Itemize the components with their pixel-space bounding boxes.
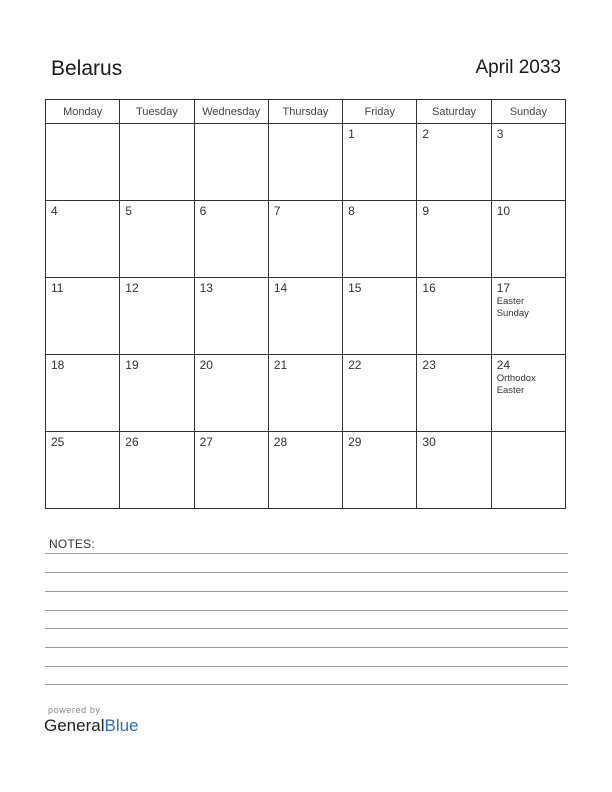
day-number: 14 [273, 281, 288, 295]
notes-line [45, 647, 568, 648]
day-cell [491, 432, 565, 509]
weekday-header: Monday [46, 100, 120, 124]
day-cell [46, 124, 120, 201]
day-number: 18 [51, 358, 65, 372]
day-cell [491, 201, 565, 278]
day-cell [46, 278, 120, 355]
day-cell [194, 124, 268, 201]
day-cell [46, 432, 120, 509]
holiday-label: Orthodox Easter [496, 373, 536, 396]
day-cell [343, 432, 417, 509]
day-number: 24 [496, 358, 511, 372]
notes-line [45, 666, 568, 667]
day-number: 5 [125, 204, 132, 218]
notes-line [45, 628, 568, 629]
day-number: 20 [199, 358, 213, 372]
day-cell [268, 432, 342, 509]
day-cell [268, 278, 342, 355]
notes-line [45, 572, 568, 573]
notes-line [45, 610, 568, 611]
day-number [195, 124, 268, 127]
day-cell [343, 201, 417, 278]
day-cell [417, 201, 491, 278]
day-cell [343, 278, 417, 355]
day-number [269, 124, 342, 127]
day-cell [491, 355, 565, 432]
day-cell [491, 124, 565, 201]
day-number: 30 [422, 435, 436, 449]
notes-label: NOTES: [49, 537, 95, 551]
day-cell [194, 201, 268, 278]
brand-blue: Blue [104, 716, 139, 735]
week-row [46, 201, 566, 278]
day-number: 17 [496, 281, 511, 295]
day-cell [46, 355, 120, 432]
day-cell [46, 201, 120, 278]
day-number: 6 [199, 204, 207, 218]
day-number: 28 [273, 435, 288, 449]
weekday-header: Sunday [491, 100, 565, 124]
notes-line [45, 553, 568, 554]
day-number: 25 [51, 435, 65, 449]
day-cell [120, 124, 194, 201]
notes-line [45, 591, 568, 592]
day-number: 1 [348, 127, 355, 141]
powered-by-text: powered by [48, 705, 101, 715]
country-title: Belarus [51, 57, 123, 80]
day-cell [268, 124, 342, 201]
weekday-header: Wednesday [194, 100, 268, 124]
day-cell [343, 124, 417, 201]
day-cell [120, 432, 194, 509]
day-number: 11 [51, 281, 64, 295]
day-cell [120, 355, 194, 432]
week-row [46, 124, 566, 201]
day-number: 3 [496, 127, 504, 141]
day-number: 4 [51, 204, 58, 218]
generalblue-logo [44, 716, 139, 736]
day-cell [268, 201, 342, 278]
day-cell [120, 201, 194, 278]
day-number: 15 [348, 281, 362, 295]
day-cell [120, 278, 194, 355]
day-number: 19 [125, 358, 139, 372]
weekday-header: Friday [343, 100, 417, 124]
day-number: 8 [348, 204, 355, 218]
weekday-header-row [46, 100, 566, 124]
holiday-label: Easter Sunday [496, 296, 529, 319]
day-cell [417, 355, 491, 432]
day-number: 2 [422, 127, 430, 141]
weekday-header: Saturday [417, 100, 491, 124]
day-cell [417, 278, 491, 355]
week-row [46, 355, 566, 432]
week-row [46, 278, 566, 355]
day-number: 21 [273, 358, 288, 372]
notes-line [45, 684, 568, 685]
calendar-grid [45, 99, 566, 509]
day-number [46, 124, 119, 127]
day-cell [194, 355, 268, 432]
month-year-title: April 2033 [475, 57, 561, 78]
day-number [120, 124, 193, 127]
day-number: 9 [422, 204, 430, 218]
day-number: 7 [273, 204, 281, 218]
day-cell [268, 355, 342, 432]
day-number: 10 [496, 204, 511, 218]
day-number: 23 [422, 358, 436, 372]
weekday-header: Thursday [268, 100, 342, 124]
brand-general: General [44, 716, 105, 735]
weekday-header: Tuesday [120, 100, 194, 124]
day-number: 27 [199, 435, 213, 449]
day-cell [417, 124, 491, 201]
day-number: 26 [125, 435, 139, 449]
day-number: 12 [125, 281, 139, 295]
day-number [492, 432, 565, 435]
day-cell [343, 355, 417, 432]
week-row [46, 432, 566, 509]
day-number: 13 [199, 281, 213, 295]
day-number: 16 [422, 281, 436, 295]
day-cell [194, 432, 268, 509]
day-number: 22 [348, 358, 362, 372]
day-cell [417, 432, 491, 509]
day-cell [194, 278, 268, 355]
day-cell [491, 278, 565, 355]
day-number: 29 [348, 435, 362, 449]
